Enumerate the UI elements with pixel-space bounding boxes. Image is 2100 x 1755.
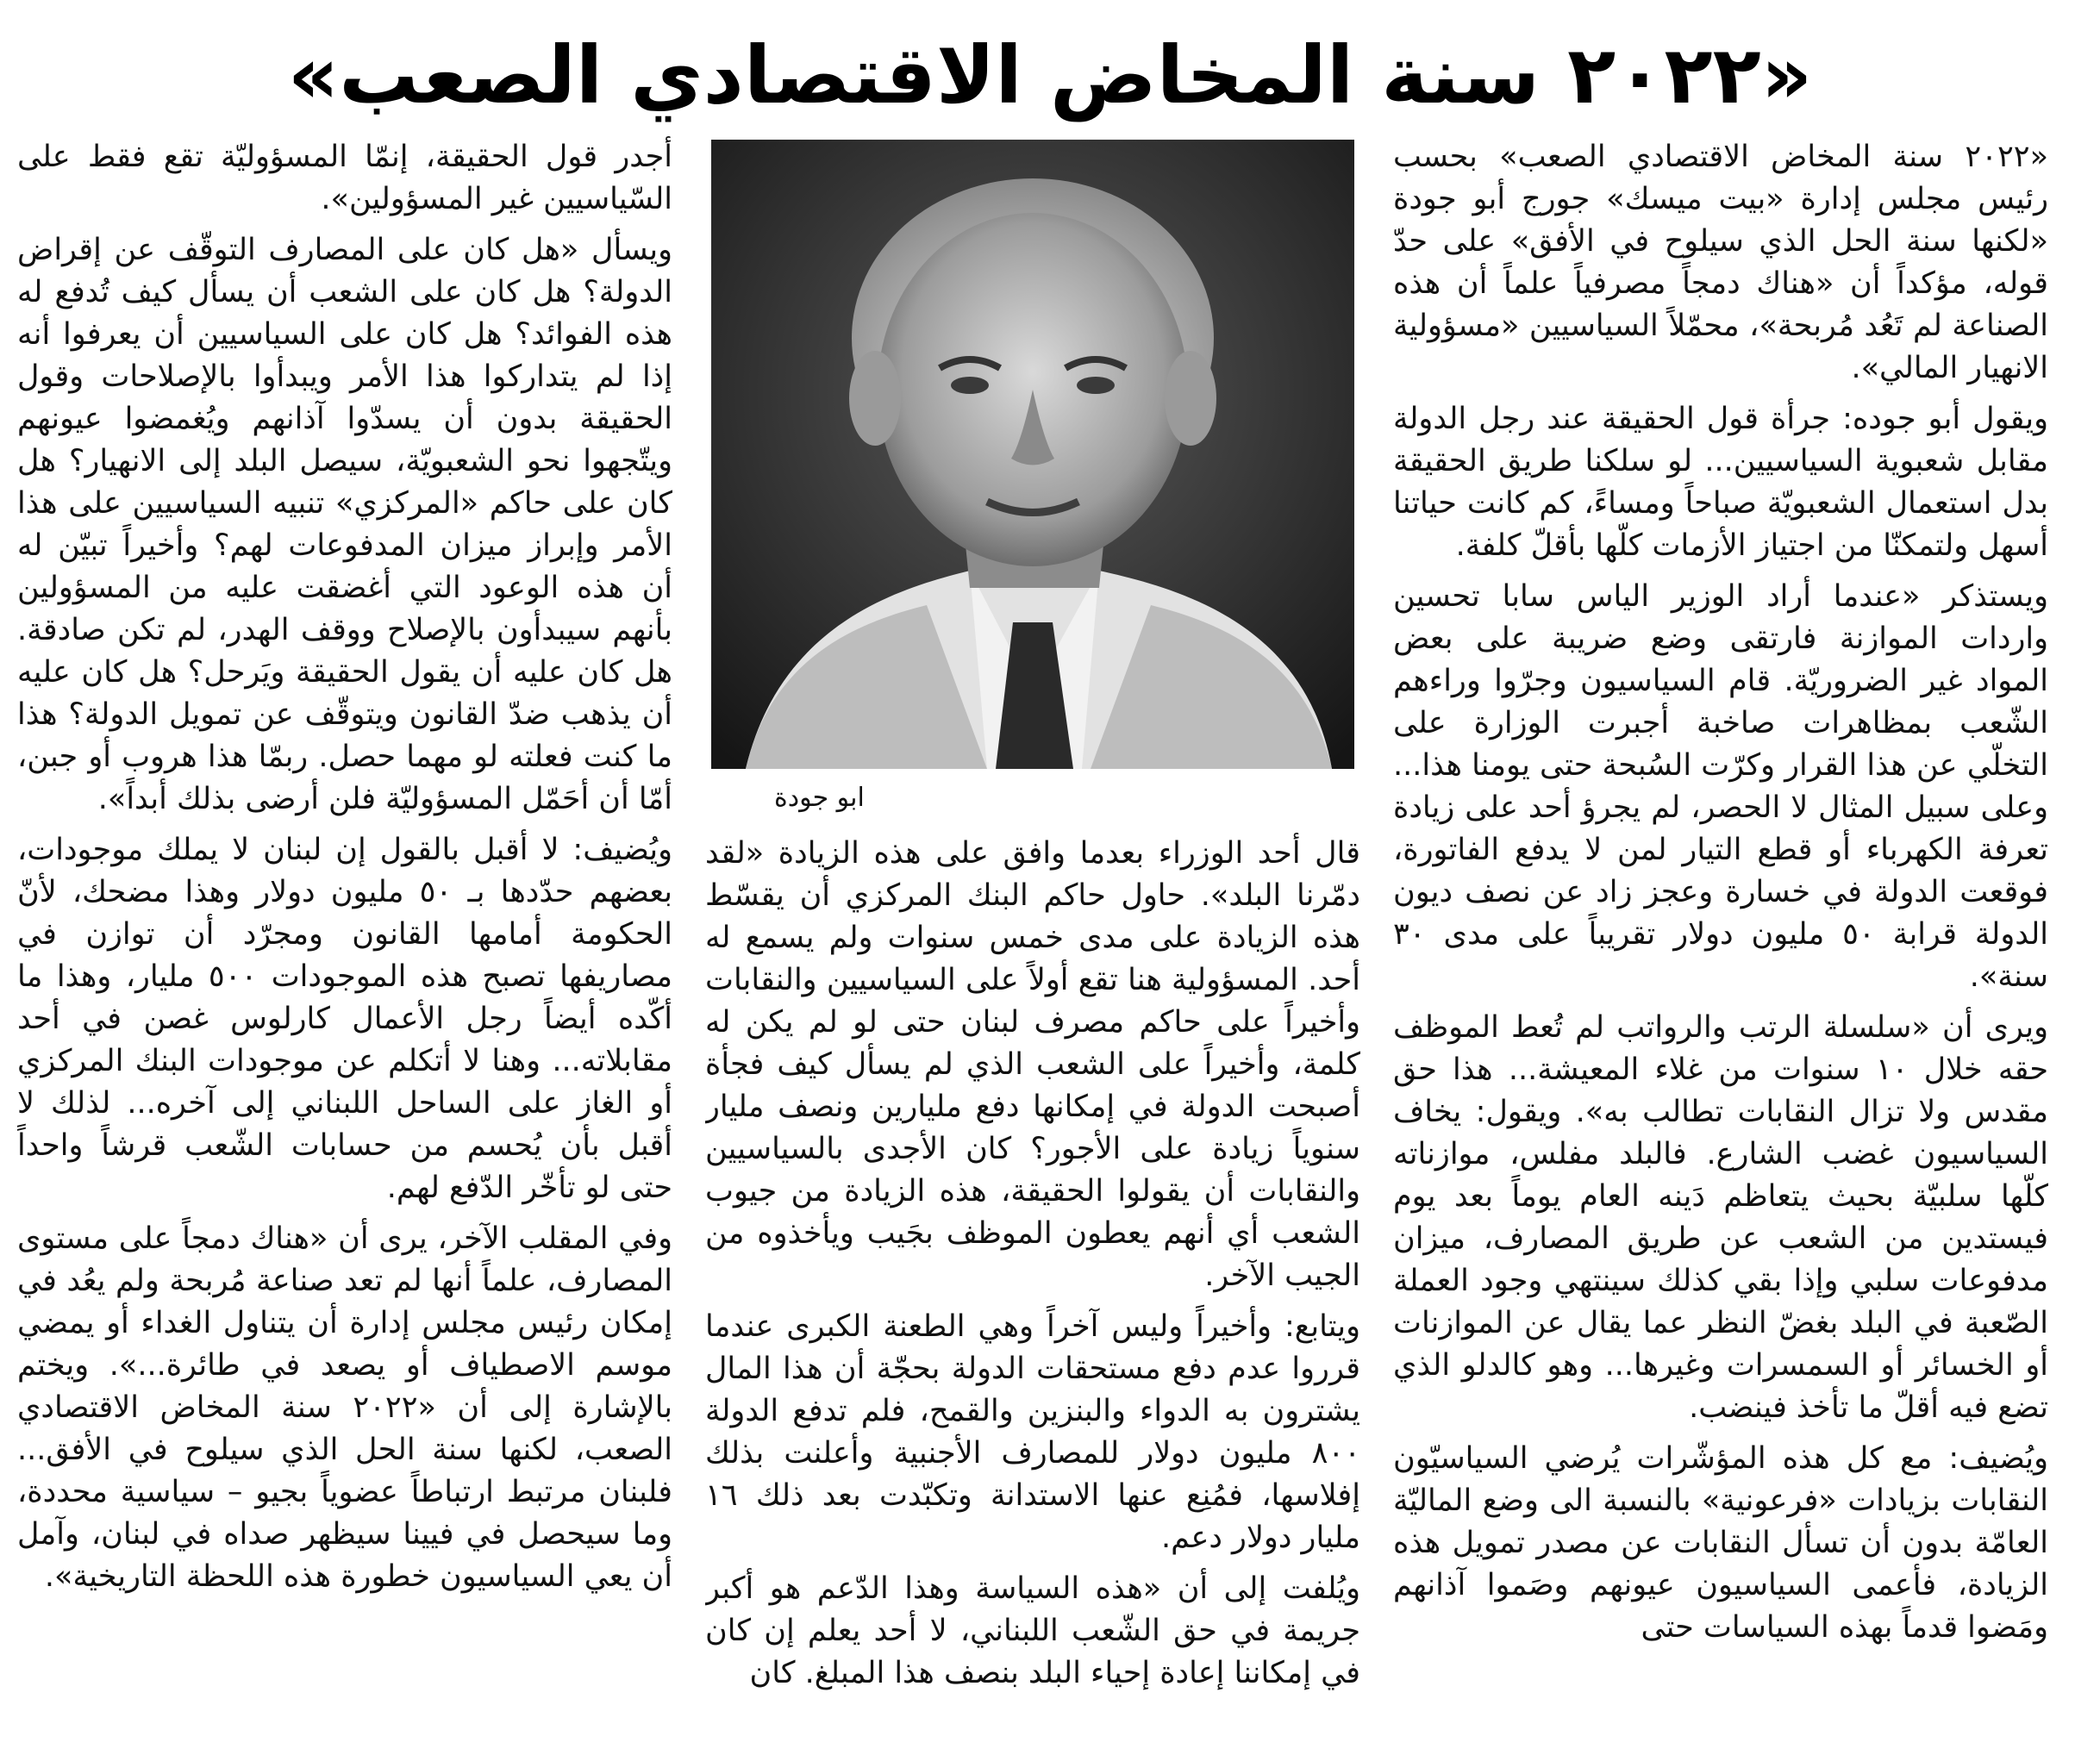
paragraph: ويرى أن «سلسلة الرتب والرواتب لم تُعط الموظف حقه خلال ١٠ سنوات من غلاء المعيشة... هذا حق مقدس ولا تزال النقابات تطالب به». ويقول: يخاف السياسيون غضب الشارع. فالبلد مفلس، موازناته كلّها سلبيّة بحيث يتعاظم دَينه العام يوماً بعد يوم فيستدين من الشعب عن طريق المصارف، ميزان مدفوعات سلبي وإذا بقي كذلك سينتهي وجود العملة الصّعبة في البلد بغضّ النظر عما يقال عن الموازنات أو الخسائر أو السمسرات وغيرها... وهو كالدلو الذي تضع فيه أقلّ ما تأخذ فينضب. bbox=[1393, 1010, 2048, 1425]
paragraph: «٢٠٢٢ سنة المخاض الاقتصادي الصعب» بحسب رئيس مجلس إدارة «بيت ميسك» جورج أبو جودة «لكنها سنة الحل الذي سيلوح في الأفق» على حدّ قوله، مؤكداً أن «هناك دمجاً مصرفياً علماً أن هذه الصناعة لم تَعُد مُربحة»، محمّلاً السياسيين «مسؤولية الانهيار المالي». bbox=[1393, 140, 2048, 385]
paragraph: قال أحد الوزراء بعدما وافق على هذه الزيادة «لقد دمّرنا البلد». حاول حاكم البنك المركزي أن يقسّط هذه الزيادة على مدى خمس سنوات ولم يسمع له أحد. المسؤولية هنا تقع أولاً على السياسيين والنقابات وأخيراً على حاكم مصرف لبنان حتى لو لم يكن له كلمة، وأخيراً على الشعب الذي لم يسأل كيف فجأة أصبحت الدولة في إمكانها دفع مليارين ونصف مليار سنوياً زيادة على الأجور؟ كان الأجدى بالسياسيين والنقابات أن يقولوا الحقيقة، هذه الزيادة من جيوب الشعب أي أنهم يعطون الموظف بجَيب ويأخذوه من الجيب الآخر. bbox=[705, 836, 1360, 1293]
column-right bbox=[1393, 136, 2048, 1739]
paragraph: ويُضيف: لا أقبل بالقول إن لبنان لا يملك موجودات، بعضهم حدّدها بـ ٥٠ مليون دولار وهذا مضحك، لأنّ الحكومة أمامها القانون ومجرّد أن توازن في مصاريفها تصبح هذه الموجودات ٥٠٠ مليار، وهذا ما أكّده أيضاً رجل الأعمال كارلوس غصن في أحد مقابلاته... وهنا لا أتكلم عن موجودات البنك المركزي أو الغاز على الساحل اللبناني إلى آخره... لذلك لا أقبل بأن يُحسم من حسابات الشّعب قرشاً واحداً حتى لو تأخّر الدّفع لهم. bbox=[17, 833, 672, 1205]
paragraph: ويُضيف: مع كل هذه المؤشّرات يُرضي السياسيّون النقابات بزيادات «فرعونية» بالنسبة الى وضع الماليّة العامّة بدون أن تسأل النقابات عن مصدر تمويل هذه الزيادة، فأعمى السياسيون عيونهم وصَموا آذانهم ومَضوا قدماً بهذه السياسات حتى bbox=[1393, 1441, 2048, 1645]
photo-figure bbox=[705, 140, 1360, 817]
paragraph: أجدر قول الحقيقة، إنمّا المسؤوليّة تقع فقط على السّياسيين غير المسؤولين». bbox=[17, 140, 672, 216]
paragraph: وفي المقلب الآخر، يرى أن «هناك دمجاً على مستوى المصارف، علماً أنها لم تعد صناعة مُربحة ولم يعُد في إمكان رئيس مجلس إدارة أن يتناول الغداء أو يمضي موسم الاصطياف أو يصعد في طائرة...». ويختم بالإشارة إلى أن «٢٠٢٢ سنة المخاض الاقتصادي الصعب، لكنها سنة الحل الذي سيلوح في الأفق... فلبنان مرتبط ارتباطاً عضوياً بجيو – سياسية محددة، وما سيحصل في فيينا سيظهر صداه في لبنان، وآمل أن يعي السياسيون خطورة هذه اللحظة التاريخية». bbox=[17, 1221, 672, 1594]
column-left bbox=[17, 136, 672, 1739]
paragraph: ويسأل «هل كان على المصارف التوقّف عن إقراض الدولة؟ هل كان على الشعب أن يسأل كيف تُدفع له هذه الفوائد؟ هل كان على السياسيين أن يعرفوا أنه إذا لم يتداركوا هذا الأمر ويبدأوا بالإصلاحات وقول الحقيقة بدون أن يسدّوا آذانهم ويُغمضوا عيونهم ويتّجهوا نحو الشعبويّة، سيصل البلد إلى الانهيار؟ هل كان على حاكم «المركزي» تنبيه السياسيين على هذا الأمر وإبراز ميزان المدفوعات لهم؟ وأخيراً تبيّن له أن هذه الوعود التي أغضقت عليه من المسؤولين بأنهم سيبدأون بالإصلاح ووقف الهدر، لم تكن صادقة. هل كان عليه أن يقول الحقيقة ويَرحل؟ هل كان عليه أن يذهب ضدّ القانون ويتوقّف عن تمويل الدولة؟ هذا ما كنت فعلته لو مهما حصل. ربمّا هذا هروب أو جبن، أمّا أن أحَمّل المسؤوليّة فلن أرضى بذلك أبداً». bbox=[17, 233, 672, 816]
paragraph: ويتابع: وأخيراً وليس آخراً وهي الطعنة الكبرى عندما قرروا عدم دفع مستحقات الدولة بحجّة أن هذا المال يشترون به الدواء والبنزين والقمح، فلم تدفع الدولة ٨٠٠ مليون دولار للمصارف الأجنبية وأعلنت بذلك إفلاسها، فمُنِع عنها الاستدانة وتكبّدت بعد ذلك ١٦ مليار دولار دعم. bbox=[705, 1309, 1360, 1555]
photo-caption: ابو جودة bbox=[774, 783, 865, 813]
paragraph: ويستذكر «عندما أراد الوزير الياس سابا تحسين واردات الموازنة فارتقى وضع ضريبة على بعض المواد غير الضروريّة. قام السياسيون وجرّوا وراءهم الشّعب بمظاهرات صاخبة أجبرت الوزارة على التخلّي عن هذا القرار وكرّت السُبحة حتى يومنا هذا... وعلى سبيل المثال لا الحصر، لم يجرؤ أحد على زيادة تعرفة الكهرباء أو قطع التيار لمن لا يدفع الفاتورة، فوقعت الدولة في خسارة وعجز زاد عن نصف ديون الدولة قرابة ٥٠ مليون دولار تقريباً على مدى ٣٠ سنة». bbox=[1393, 579, 2048, 994]
column-middle bbox=[705, 136, 1360, 1739]
portrait-illustration bbox=[711, 140, 1354, 769]
portrait-photo bbox=[711, 140, 1354, 769]
paragraph: ويقول أبو جوده: جرأة قول الحقيقة عند رجل الدولة مقابل شعبوية السياسيين... لو سلكنا طريق الحقيقة بدل استعمال الشعبويّة صباحاً ومساءً، كم كانت حياتنا أسهل ولتمكنّا من اجتياز الأزمات كلّها بأقلّ كلفة. bbox=[1393, 402, 2048, 563]
paragraph: ويُلفت إلى أن «هذه السياسة وهذا الدّعم هو أكبر جريمة في حق الشّعب اللبناني، لا أحد يعلم إن كان في إمكاننا إعادة إحياء البلد بنصف هذا المبلغ. كان bbox=[705, 1571, 1360, 1690]
headline-container bbox=[34, 24, 2066, 128]
article-headline: «٢٠٢٢ سنة المخاض الاقتصادي الصعب» bbox=[287, 29, 1813, 122]
